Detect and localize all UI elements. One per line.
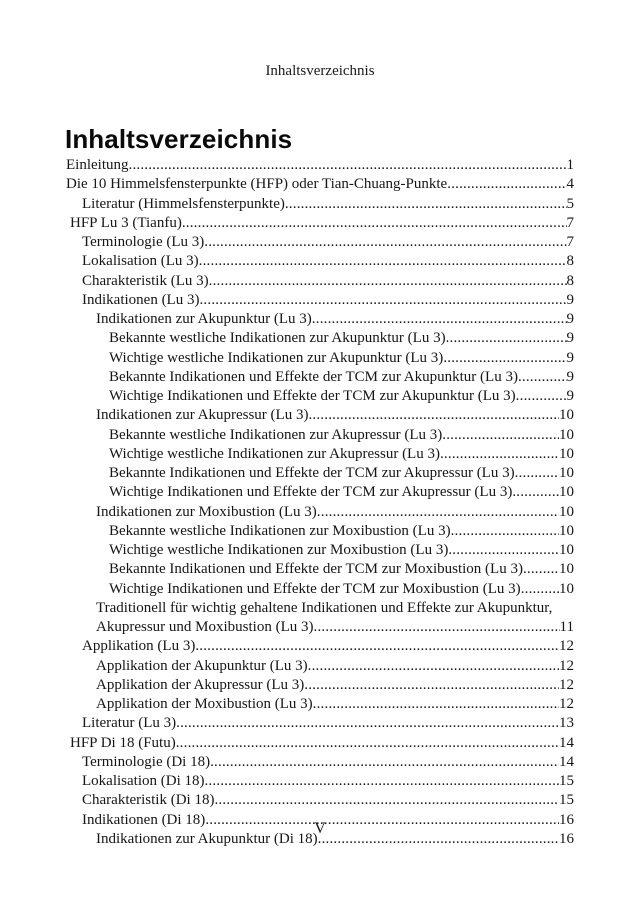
toc-entry-label: Applikation der Akupressur (Lu 3) [96, 676, 305, 693]
dot-leader [129, 156, 567, 175]
dot-leader [308, 406, 559, 425]
toc-entry[interactable] [66, 753, 574, 772]
toc-entry-label: Terminologie (Lu 3) [82, 234, 205, 250]
toc-entry-label: Terminologie (Di 18) [82, 753, 211, 770]
toc-entry-page: 16 [559, 811, 574, 828]
dot-leader [451, 522, 559, 541]
toc-entry[interactable] [66, 175, 574, 194]
toc-entry-page: 15 [559, 773, 574, 789]
dot-leader [195, 637, 559, 656]
toc-entry-label: Indikationen zur Akupunktur (Lu 3) [96, 311, 312, 327]
toc-entry-page: 12 [559, 657, 574, 674]
toc-entry-page: 4 [566, 176, 574, 193]
dot-leader [313, 695, 559, 714]
toc-entry[interactable] [66, 252, 574, 271]
toc-entry-page: 9 [566, 368, 574, 385]
toc-entry-page: 10 [559, 542, 574, 558]
toc-entry[interactable] [66, 599, 574, 638]
toc-entry-page: 13 [559, 715, 574, 732]
toc-entry-label: Wichtige westliche Indikationen zur Akupunktur (Lu 3) [109, 349, 444, 366]
table-of-contents [66, 156, 574, 849]
toc-entry[interactable] [66, 426, 574, 445]
toc-entry-label: Wichtige Indikationen und Effekte der TCM zur Akupunktur (Lu 3) [109, 388, 516, 404]
toc-entry[interactable] [66, 714, 574, 733]
toc-entry-page: 10 [559, 445, 574, 462]
toc-entry-page: 9 [566, 330, 574, 347]
toc-entry-page: 7 [566, 234, 574, 250]
toc-entry-label: Bekannte westliche Indikationen zur Akupunktur (Lu 3) [109, 330, 446, 347]
toc-entry-page: 11 [559, 619, 574, 635]
toc-entry[interactable] [66, 695, 574, 714]
dot-leader [443, 349, 566, 368]
dot-leader [317, 503, 559, 522]
toc-entry-page: 10 [559, 426, 574, 443]
toc-entry-label: Bekannte westliche Indikationen zur Moxibustion (Lu 3) [109, 522, 451, 539]
dot-leader [518, 368, 567, 387]
dot-leader [204, 772, 559, 791]
toc-entry[interactable] [66, 406, 574, 425]
toc-entry[interactable] [66, 522, 574, 541]
toc-entry[interactable] [66, 734, 574, 753]
toc-entry-page: 10 [559, 484, 574, 501]
toc-entry-label: Indikationen zur Akupressur (Lu 3) [96, 407, 309, 424]
dot-leader [204, 233, 566, 252]
toc-entry[interactable] [66, 272, 574, 291]
toc-entry-label: Applikation der Moxibustion (Lu 3) [96, 696, 313, 712]
toc-entry-label: Die 10 Himmelsfensterpunkte (HFP) oder Tian-Chuang-Punkte [66, 176, 448, 193]
toc-entry-label: Indikationen zur Akupunktur (Di 18) [96, 830, 318, 847]
toc-entry[interactable] [66, 560, 574, 579]
dot-leader [521, 580, 559, 599]
toc-entry[interactable] [66, 791, 574, 810]
dot-leader [515, 464, 559, 483]
toc-entry-label: Wichtige Indikationen und Effekte der TCM zur Akupressur (Lu 3) [109, 484, 513, 501]
dot-leader [314, 618, 560, 637]
toc-entry[interactable] [66, 368, 574, 387]
dot-leader [199, 291, 566, 310]
toc-entry[interactable] [66, 676, 574, 695]
toc-entry-page: 14 [559, 753, 574, 770]
toc-entry-label: Charakteristik (Di 18) [82, 792, 215, 809]
toc-entry-label: Wichtige westliche Indikationen zur Akupressur (Lu 3) [109, 445, 440, 462]
toc-entry[interactable] [66, 310, 574, 329]
toc-entry[interactable] [66, 483, 574, 502]
toc-entry[interactable] [66, 503, 574, 522]
toc-entry[interactable] [66, 657, 574, 676]
toc-entry-label: Applikation der Akupunktur (Lu 3) [96, 657, 308, 674]
dot-leader [523, 560, 559, 579]
toc-entry[interactable] [66, 329, 574, 348]
toc-entry-page: 10 [559, 503, 574, 520]
toc-entry-page: 10 [559, 522, 574, 539]
toc-entry-label: HFP Di 18 (Futu) [70, 734, 176, 751]
dot-leader [442, 426, 559, 445]
toc-entry-label: Literatur (Himmelsfensterpunkte) [82, 195, 285, 212]
toc-entry-label: Bekannte Indikationen und Effekte der TCM zur Akupunktur (Lu 3) [109, 368, 518, 385]
toc-entry-label: Bekannte Indikationen und Effekte der TCM zur Akupressur (Lu 3) [109, 465, 515, 481]
toc-entry[interactable] [66, 445, 574, 464]
toc-title: Inhaltsverzeichnis [65, 124, 293, 154]
toc-entry-label: Akupressur und Moxibustion (Lu 3) [96, 619, 314, 635]
toc-entry-page: 5 [566, 195, 574, 212]
toc-entry[interactable] [66, 464, 574, 483]
toc-entry-page: 10 [559, 580, 574, 597]
toc-entry-label: Indikationen (Lu 3) [82, 291, 200, 308]
dot-leader [448, 541, 559, 560]
toc-entry[interactable] [66, 772, 574, 791]
toc-entry-label-line1: Traditionell für wichtig gehaltene Indikationen und Effekte zur Akupunktur, [96, 599, 553, 616]
dot-leader [199, 252, 567, 271]
dot-leader [182, 214, 567, 233]
toc-entry-label: Wichtige Indikationen und Effekte der TCM zur Moxibustion (Lu 3) [109, 580, 521, 597]
dot-leader [209, 272, 567, 291]
dot-leader [312, 310, 567, 329]
running-header: Inhaltsverzeichnis [265, 63, 375, 79]
toc-entry-label: Charakteristik (Lu 3) [82, 272, 209, 289]
toc-entry[interactable] [66, 233, 574, 252]
toc-entry-label: Literatur (Lu 3) [82, 715, 177, 732]
toc-entry-page: 12 [559, 696, 574, 712]
dot-leader [176, 734, 559, 753]
toc-entry[interactable] [66, 580, 574, 599]
toc-entry-page: 9 [566, 388, 574, 404]
toc-entry-page: 12 [559, 676, 574, 693]
toc-entry-page: 9 [566, 291, 574, 308]
toc-entry-page: 10 [559, 465, 574, 481]
toc-entry-page: 7 [566, 214, 574, 231]
toc-entry-label: Bekannte Indikationen und Effekte der TCM zur Moxibustion (Lu 3) [109, 561, 523, 578]
dot-leader [176, 714, 559, 733]
dot-leader [446, 329, 567, 348]
toc-entry-page: 8 [566, 272, 574, 289]
toc-entry-label: Einleitung [66, 157, 129, 173]
toc-entry-label: HFP Lu 3 (Tianfu) [70, 214, 182, 231]
toc-entry[interactable] [66, 637, 574, 656]
toc-entry-page: 12 [559, 638, 574, 655]
toc-entry-label: Indikationen (Di 18) [82, 811, 206, 828]
toc-entry[interactable] [66, 541, 574, 560]
dot-leader [308, 657, 559, 676]
toc-entry-label: Applikation (Lu 3) [82, 638, 196, 655]
toc-entry-page: 15 [559, 792, 574, 809]
toc-entry[interactable] [66, 387, 574, 406]
toc-entry[interactable] [66, 195, 574, 214]
toc-entry-page: 9 [566, 349, 574, 366]
page-number: V [314, 820, 326, 837]
toc-entry-label: Wichtige westliche Indikationen zur Moxibustion (Lu 3) [109, 542, 449, 558]
toc-entry-page: 10 [559, 407, 574, 424]
dot-leader [304, 676, 559, 695]
dot-leader [285, 195, 567, 214]
toc-entry-page: 10 [559, 561, 574, 578]
toc-entry-page: 1 [566, 157, 574, 173]
toc-entry-label: Lokalisation (Di 18) [82, 773, 205, 789]
dot-leader [214, 791, 559, 810]
toc-entry-label: Lokalisation (Lu 3) [82, 253, 199, 270]
toc-entry[interactable] [66, 291, 574, 310]
toc-entry-page: 8 [566, 253, 574, 270]
toc-entry[interactable] [66, 349, 574, 368]
toc-entry[interactable] [66, 156, 574, 175]
dot-leader [512, 483, 559, 502]
toc-entry-page: 16 [559, 830, 574, 847]
toc-entry[interactable] [66, 214, 574, 233]
dot-leader [210, 753, 559, 772]
dot-leader [440, 445, 559, 464]
toc-entry-page: 9 [566, 311, 574, 327]
dot-leader [447, 175, 566, 194]
toc-entry-label: Bekannte westliche Indikationen zur Akupressur (Lu 3) [109, 426, 443, 443]
toc-entry-page: 14 [559, 734, 574, 751]
dot-leader [516, 387, 567, 406]
toc-entry-label: Indikationen zur Moxibustion (Lu 3) [96, 503, 317, 520]
